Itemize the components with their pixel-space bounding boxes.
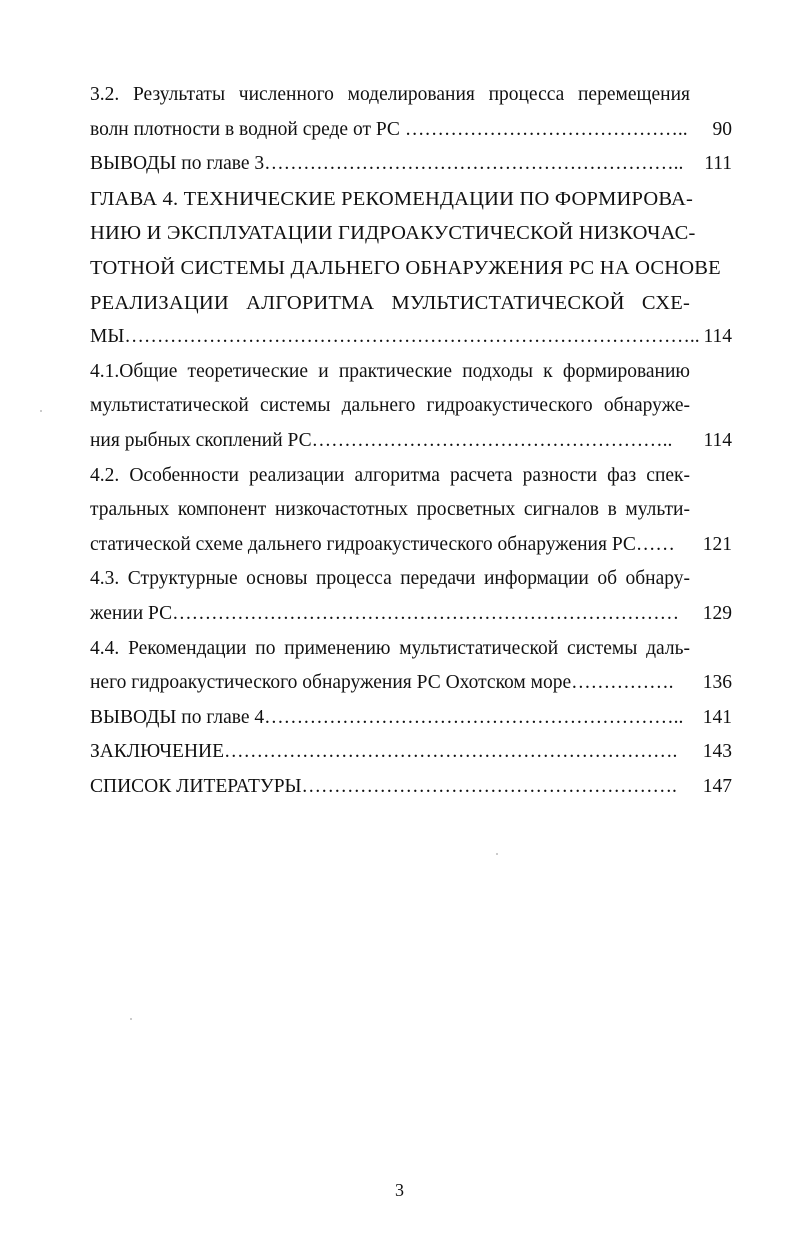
toc-entry-text: тральных компонент низкочастотных просветных сигналов в мульти- [90, 499, 690, 521]
toc-line [90, 701, 732, 736]
toc-line [90, 389, 732, 424]
toc-entry-text: 4.1.Общие теоретические и практические подходы к формированию [90, 360, 690, 382]
toc-line [90, 632, 732, 667]
toc-chapter-heading: ГЛАВА 4. ТЕХНИЧЕСКИЕ РЕКОМЕНДАЦИИ ПО ФОРМИРОВА- [90, 187, 693, 210]
scan-speck [40, 410, 42, 412]
toc-entry-text: 4.3. Структурные основы процесса передачи информации об обнару- [90, 568, 690, 590]
toc-entry-text: ния рыбных скоплений РС……………………………………………….. [90, 429, 673, 451]
toc-line [90, 182, 732, 217]
scan-speck [496, 853, 498, 855]
toc-line [90, 286, 732, 321]
toc-line [90, 355, 732, 390]
scan-speck [130, 1018, 132, 1020]
toc-page-number: 129 [702, 602, 732, 624]
toc-entry-text: ЗАКЛЮЧЕНИЕ……………………………………………………………. [90, 741, 678, 763]
toc-line [90, 459, 732, 494]
toc-line [90, 78, 732, 113]
toc-line [90, 528, 732, 563]
toc-entry-text: 4.2. Особенности реализации алгоритма расчета разности фаз спек- [90, 464, 690, 486]
toc-entry-text: СПИСОК ЛИТЕРАТУРЫ…………………………………………………. [90, 775, 677, 797]
toc-chapter-heading: НИЮ И ЭКСПЛУАТАЦИИ ГИДРОАКУСТИЧЕСКОЙ НИЗКОЧАС- [90, 222, 696, 245]
toc-page-number: 121 [702, 533, 732, 555]
toc-line [90, 770, 732, 805]
toc-entry-text: статической схеме дальнего гидроакустического обнаружения РС…… [90, 533, 675, 555]
toc-page-number: 90 [712, 118, 732, 140]
toc-line [90, 597, 732, 632]
toc-page-number: 141 [702, 706, 732, 728]
toc-line [90, 216, 732, 251]
toc-entry-text: МЫ…………………………………………………………………………….. [90, 326, 700, 348]
toc-line [90, 147, 732, 182]
toc-page-number: 136 [702, 672, 732, 694]
toc-entry-text: волн плотности в водной среде от РС …………………………………….. [90, 118, 688, 140]
toc-chapter-heading: ТОТНОЙ СИСТЕМЫ ДАЛЬНЕГО ОБНАРУЖЕНИЯ РС НА ОСНОВЕ [90, 256, 721, 279]
toc-page-number: 114 [703, 429, 732, 451]
toc-page-number: 114 [703, 326, 732, 348]
toc-line [90, 735, 732, 770]
toc-entry-text: ВЫВОДЫ по главе 4……………………………………………………….. [90, 706, 684, 728]
page-number: 3 [395, 1180, 404, 1200]
toc-entry-text: 3.2. Результаты численного моделирования процесса перемещения [90, 84, 690, 105]
toc-page-number: 111 [704, 153, 732, 175]
toc-entry-text: ВЫВОДЫ по главе 3……………………………………………………….. [90, 153, 684, 175]
toc-line [90, 424, 732, 459]
toc-entry-text: мультистатической системы дальнего гидроакустического обнаруже- [90, 395, 690, 417]
toc-entry-text: жении РС…………………………………………………………………… [90, 602, 680, 624]
toc-line [90, 113, 732, 148]
toc-chapter-heading: РЕАЛИЗАЦИИ АЛГОРИТМА МУЛЬТИСТАТИЧЕСКОЙ СХЕ- [90, 291, 690, 314]
toc-line [90, 493, 732, 528]
toc-page-number: 143 [702, 741, 732, 763]
toc-line [90, 251, 732, 286]
toc-line [90, 666, 732, 701]
toc-entry-text: 4.4. Рекомендации по применению мультистатической системы даль- [90, 637, 690, 659]
toc-line [90, 320, 732, 355]
toc-line [90, 562, 732, 597]
toc-entry-text: него гидроакустического обнаружения РС Охотском море……………. [90, 672, 674, 694]
table-of-contents [90, 78, 732, 804]
toc-page-number: 147 [702, 775, 732, 797]
